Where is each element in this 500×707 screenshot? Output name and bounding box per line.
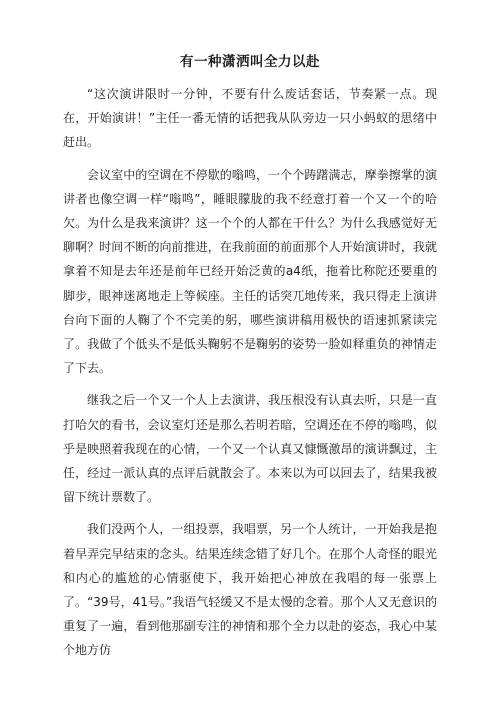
paragraph-2: 会议室中的空调在不停歇的嗡鸣，一个个踌躇满志，摩拳擦掌的演讲者也像空调一样“嗡鸣”，睡眼朦胧的我不经意打着一个又一个的哈欠。为什么是我来演讲？这一个个的人都在干什么？为什么我感觉好无聊啊？时间不断的向前推进，在我前面的前面那个人开始演讲时，我就拿着不知是去年还是前年已经开始泛黄的a4纸，拖着比称陀还要重的脚步，眼神迷离地走上等候座。主任的话突兀地传来，我只得走上演讲台向下面的人鞠了个不完美的躬，哪些演讲稿用极快的语速抓紧读完了。我做了个低头不是低头鞠躬不是鞠躬的姿势一脸如释重负的神情走了下去。 xyxy=(63,167,437,376)
paragraph-3: 继我之后一个又一个人上去演讲，我压根没有认真去听，只是一直打哈欠的看书，会议室灯还是那么若明若暗，空调还在不停的嗡鸣，似乎是映照着我现在的心情，一个又一个认真又慷慨激昂的演讲飘过，主任，经过一派认真的点评后就散会了。本来以为可以回去了，结果我被留下统计票数了。 xyxy=(63,393,437,505)
paragraph-1: “这次演讲限时一分钟，不要有什么废话套话，节奏紧一点。现在，开始演讲！”主任一番无情的话把我从队旁边一只小蚂蚁的思绪中赶出。 xyxy=(63,87,437,150)
document-title: 有一种潇洒叫全力以赴 xyxy=(180,54,320,70)
paragraph-4: 我们没两个人，一组投票，我唱票，另一个人统计，一开始我是抱着早弄完早结束的念头。结果连续念错了好几个。在那个人奇怪的眼光和内心的尴尬的心情驱使下，我开始把心神放在我唱的每一张票上了。“39号，41号。”我语气轻缓又不是太慢的念着。那个人又无意识的重复了一遍，看到他那副专注的神情和那个全力以赴的姿态，我心中某个地方仿 xyxy=(63,522,437,658)
